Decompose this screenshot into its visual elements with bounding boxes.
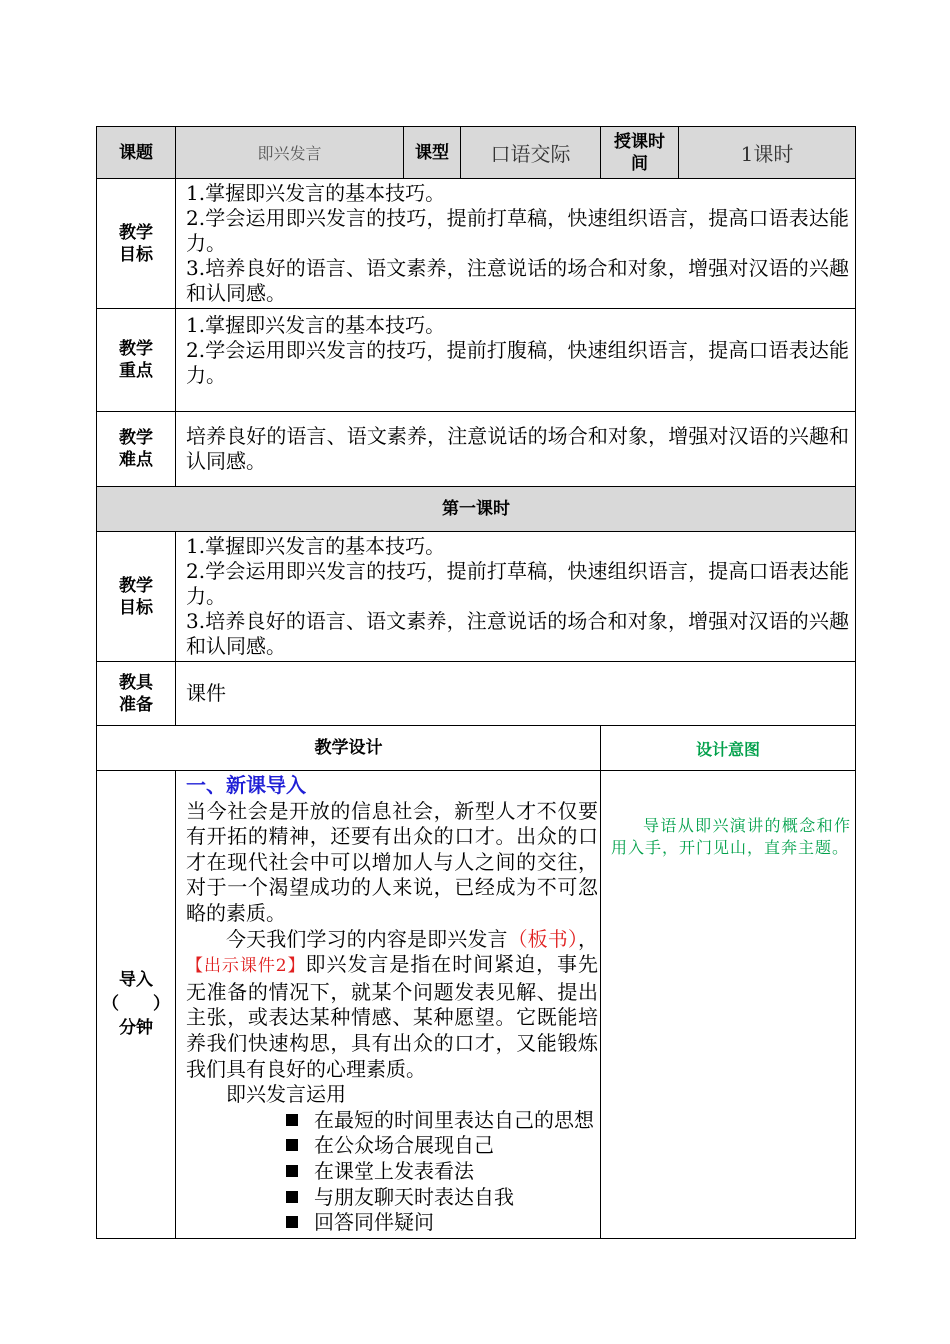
list-item: 与朋友聊天时表达自我 <box>186 1185 598 1211</box>
intent-text: 导语从即兴演讲的概念和作用入手，开门见山，直奔主题。 <box>611 816 851 857</box>
intro-paragraph-1: 当今社会是开放的信息社会，新型人才不仅要有开拓的精神，还要有出众的口才。出众的口才在现代社会中可以增加人与人之间的交往，对于一个渴望成功的人来说，已经成为不可忽略的素质。 <box>186 798 598 925</box>
type-value: 口语交际 <box>461 127 601 179</box>
tools-value: 课件 <box>176 662 856 726</box>
intro-paragraph-2 <box>186 927 598 1083</box>
goal-line: 2.学会运用即兴发言的技巧，提前打草稿，快速组织语言，提高口语表达能力。 <box>186 206 849 255</box>
topic-value: 即兴发言 <box>176 127 404 179</box>
difficulty-label: 教学难点 <box>97 412 176 487</box>
session-goal-line: 1.掌握即兴发言的基本技巧。 <box>186 534 446 558</box>
intent-header: 设计意图 <box>601 726 856 771</box>
intro-label-1: 导入 <box>119 970 153 991</box>
para2-text-c: 即兴发言是指在时间紧迫，事先无准备的情况下，就某个问题发表见解、提出主张，或表达某种情感、某种愿望。它既能培养我们快速构思，具有出众的口才，又能锻炼我们具有良好的心理素质。 <box>186 952 598 1081</box>
list-item: 回答同伴疑问 <box>186 1210 598 1236</box>
header-row <box>97 127 856 179</box>
session-title: 第一课时 <box>97 487 856 532</box>
design-header-row <box>97 726 856 771</box>
time-value: 1课时 <box>679 127 856 179</box>
time-label: 授课时间 <box>601 127 679 179</box>
para2-text-b: ， <box>578 926 599 951</box>
session-goal-line: 2.学会运用即兴发言的技巧，提前打草稿，快速组织语言，提高口语表达能力。 <box>186 559 849 608</box>
focus-label: 教学重点 <box>97 309 176 412</box>
bullet-square-icon <box>286 1165 298 1177</box>
slide-note: 【出示课件2】 <box>186 956 306 977</box>
goals-content <box>176 179 856 309</box>
goal-line: 3.培养良好的语言、语文素养，注意说话的场合和对象，增强对汉语的兴趣和认同感。 <box>186 256 849 305</box>
uses-title: 即兴发言运用 <box>226 1082 346 1107</box>
focus-content <box>176 309 856 412</box>
session-goal-line: 3.培养良好的语言、语文素养，注意说话的场合和对象，增强对汉语的兴趣和认同感。 <box>186 609 849 658</box>
list-item: 在课堂上发表看法 <box>186 1159 598 1185</box>
bullet-square-icon <box>286 1114 298 1126</box>
focus-line: 1.掌握即兴发言的基本技巧。 <box>186 313 446 337</box>
session-goals-content <box>176 532 856 662</box>
difficulty-content: 培养良好的语言、语文素养，注意说话的场合和对象，增强对汉语的兴趣和认同感。 <box>176 412 856 487</box>
list-item: 在公众场合展现自己 <box>186 1133 598 1159</box>
difficulty-row <box>97 412 856 487</box>
goals-label: 教学目标 <box>97 179 176 309</box>
focus-line: 2.学会运用即兴发言的技巧，提前打腹稿，快速组织语言，提高口语表达能力。 <box>186 338 849 387</box>
session-row <box>97 487 856 532</box>
intent-content <box>601 771 856 1239</box>
type-label: 课型 <box>404 127 461 179</box>
para2-text-a: 今天我们学习的内容是即兴发言 <box>226 926 508 951</box>
bullet-square-icon <box>286 1191 298 1203</box>
section-heading: 一、新课导入 <box>186 773 306 797</box>
bullet-square-icon <box>286 1139 298 1151</box>
goals-row <box>97 179 856 309</box>
session-goals-row <box>97 532 856 662</box>
design-header: 教学设计 <box>97 726 601 771</box>
intro-label <box>97 771 176 1239</box>
intro-content <box>176 771 601 1239</box>
lesson-plan-table <box>96 126 856 1239</box>
board-note: （板书） <box>507 926 579 951</box>
session-goals-label: 教学目标 <box>97 532 176 662</box>
bullet-square-icon <box>286 1216 298 1228</box>
tools-label: 教具准备 <box>97 662 176 726</box>
intro-row <box>97 771 856 1239</box>
focus-row <box>97 309 856 412</box>
tools-row <box>97 662 856 726</box>
topic-label: 课题 <box>97 127 176 179</box>
list-item: 在最短的时间里表达自己的思想 <box>186 1108 598 1134</box>
goal-line: 1.掌握即兴发言的基本技巧。 <box>186 181 446 205</box>
intro-label-2: （ ） <box>102 994 170 1015</box>
intro-label-3: 分钟 <box>119 1018 153 1039</box>
